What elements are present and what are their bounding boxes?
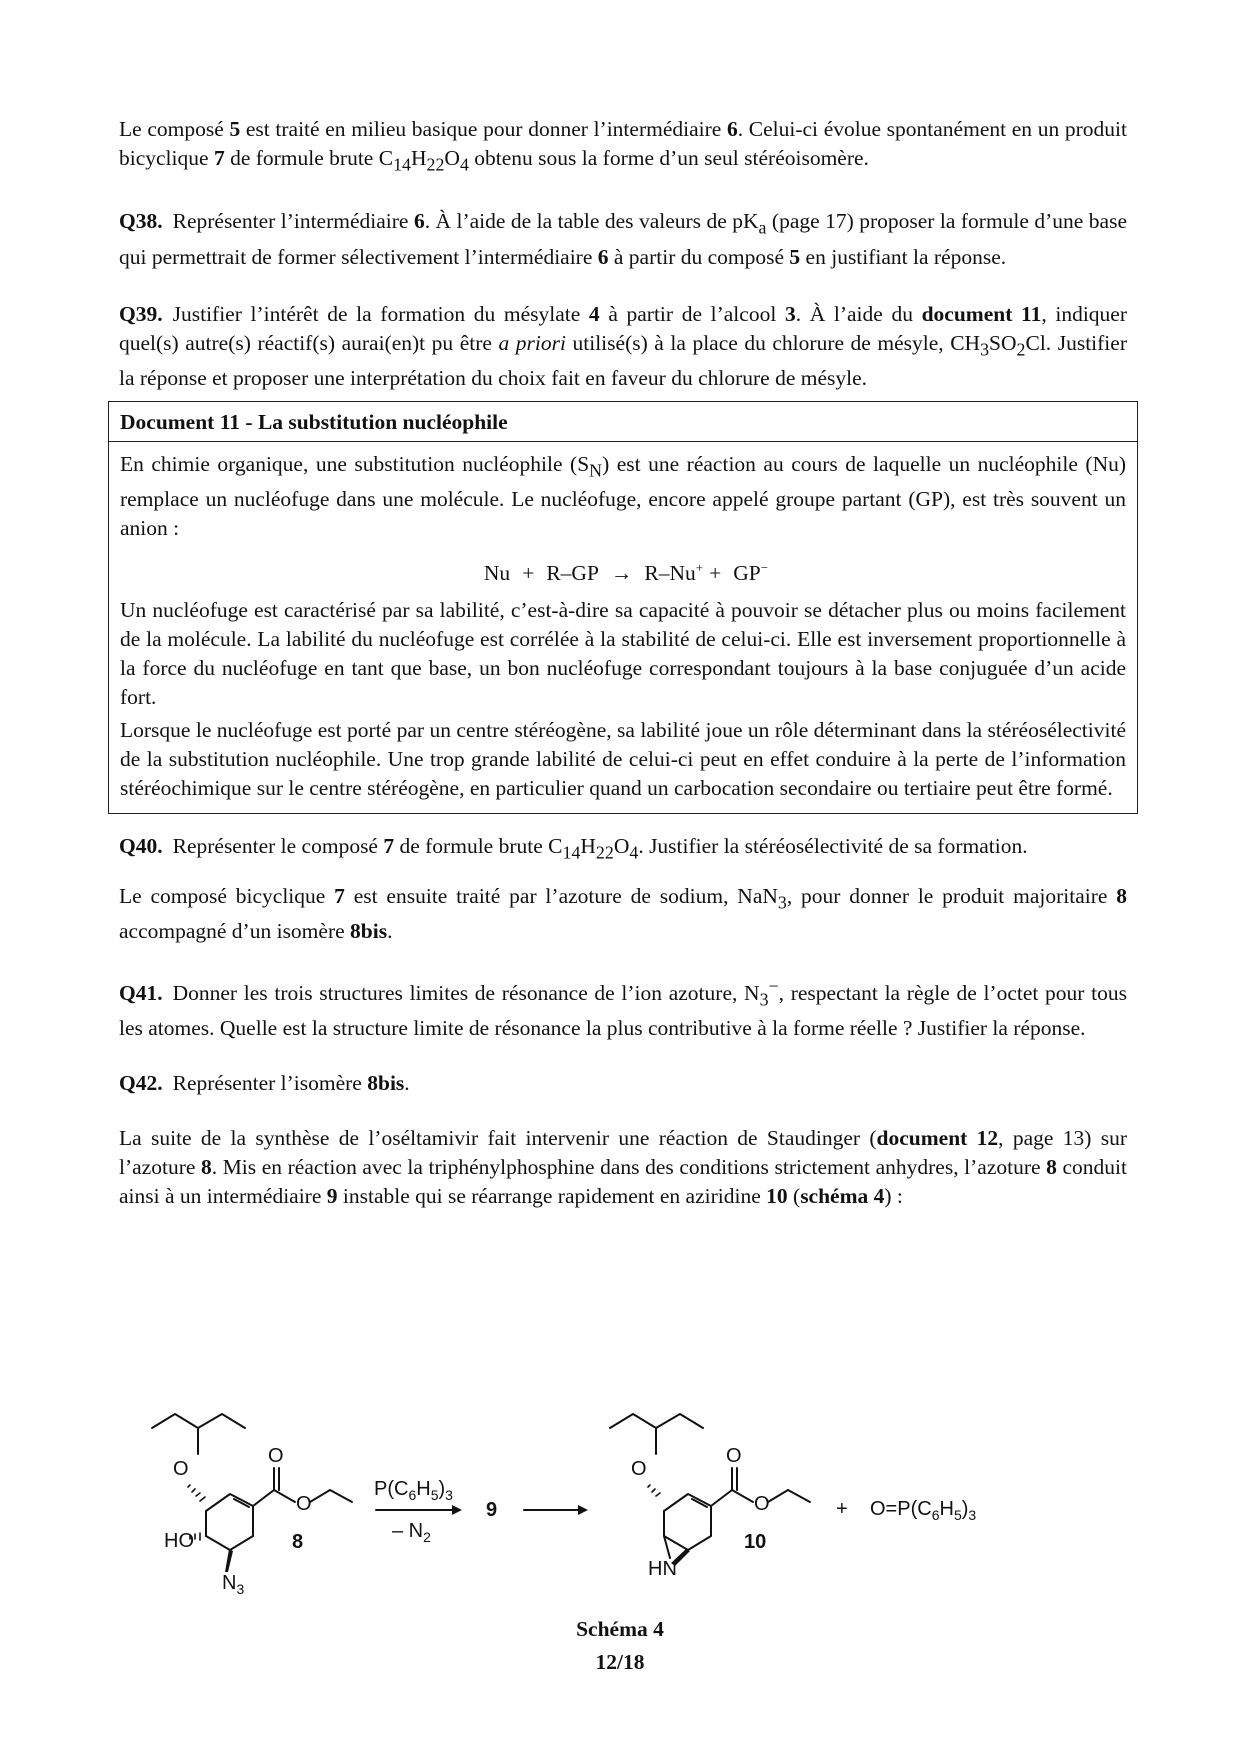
document-11-paragraph-3: Lorsque le nucléofuge est porté par un centre stéréogène, sa labilité joue un rôle déterminant dans la stéréosélectivité de la substitution nucléophile. Une trop grande labilité de celui-ci peut en effet conduire à la perte de l’information stéréochimique sur le centre stéréogène, en particulier quand un carbocation secondaire ou tertiaire peut être formé.: [120, 718, 1126, 801]
question-39: Q39. Justifier l’intérêt de la formation du mésylate 4 à partir de l’alcool 3. À l’aide du document 11, indiquer quel(s) autre(s) réactif(s) aurai(en)t pu être a priori utilisé(s) à la place du chlorure de mésyle, $CH_3SO_2Cl$. Justifier la réponse et proposer une interprétation du choix fait en faveur du chlorure de mésyle.: [119, 301, 1127, 390]
mol8-label: 8: [292, 1531, 304, 1553]
page-number: 12/18: [595, 1650, 645, 1674]
staudinger-paragraph: La suite de la synthèse de l’oséltamivir fait intervenir une réaction de Staudinger (document 12, page 13) sur l’azoture 8. Mis en réaction avec la triphénylphosphine dans des conditions strictement anhydres, l’azoture 8 conduit ainsi à un intermédiaire 9 instable qui se réarrange rapidement en aziridine 10 (schéma 4) :: [119, 1126, 1127, 1209]
mol10-carbonyl-oxygen: O: [726, 1445, 742, 1467]
document-11-title: Document 11 - La substitution nucléophile: [109, 402, 1137, 442]
plus-sign: +: [836, 1498, 848, 1520]
mol10-ester-oxygen: O: [754, 1493, 770, 1515]
mol8-carbonyl-oxygen: O: [268, 1445, 284, 1467]
reaction-arrow-1-head: [452, 1505, 462, 1515]
document-11-body: [109, 442, 1137, 813]
mol8-ether-oxygen: O: [173, 1458, 189, 1480]
mol10-ether-oxygen: O: [631, 1458, 647, 1480]
scheme-caption: Schéma 4: [576, 1617, 664, 1641]
page-content: [119, 115, 1127, 1211]
document-11-paragraph-1: En chimie organique, une substitution nucléophile $(S_N)$ est une réaction au cours de laquelle un nucléophile (Nu) remplace un nucléofuge dans une molécule. Le nucléofuge, encore appelé groupe partant (GP), est très souvent un anion :: [120, 451, 1127, 541]
mol10-label: 10: [744, 1531, 767, 1553]
mol8-hydroxyl: HO: [164, 1530, 194, 1552]
document-11-box: [108, 401, 1138, 814]
molecule-10-skeleton: [610, 1414, 810, 1558]
question-38: Q38. Représenter l’intermédiaire 6. À l’aide de la table des valeurs de $pK_a$ (page 17) proposer la formule d’une base qui permettrait de former sélectivement l’intermédiaire 6 à partir du composé 5 en justifiant la réponse.: [119, 209, 1127, 269]
molecule-8-wedge-bond: [225, 1549, 233, 1572]
molecule-10-hashed-bonds: [648, 1485, 660, 1496]
intermediate-9-label: 9: [486, 1499, 498, 1521]
azide-paragraph: Le composé bicyclique 7 est ensuite traité par l’azoture de sodium, NaN$_3$, pour donner le produit majoritaire 8 accompagné d’un isomère 8bis.: [119, 883, 1127, 943]
reagent-triphenylphosphine: $P(C_6H_5)_3$: [374, 1478, 453, 1503]
triphenylphosphine-oxide: $O=P(C_6H_5)_3$: [870, 1498, 977, 1523]
question-41: Q41. Donner les trois structures limites de résonance de l’ion azoture, $N_3^-$, respectant la règle de l’octet pour tous les atomes. Quelle est la structure limite de résonance la plus contributive à la forme réelle ? Justifier la réponse.: [119, 975, 1128, 1041]
reagent-nitrogen-loss: – $N_2$: [392, 1520, 431, 1545]
mol8-azide: $N_3$: [222, 1572, 245, 1597]
scheme-4: [140, 1406, 1100, 1606]
reaction-arrow-2-head: [578, 1505, 588, 1515]
question-40: Q40. Représenter le composé 7 de formule brute $C_{14}H_{22}O_4$. Justifier la stéréosélectivité de sa formation.: [119, 834, 1028, 863]
mol8-ester-oxygen: O: [296, 1493, 312, 1515]
intro-paragraph: Le composé 5 est traité en milieu basique pour donner l’intermédiaire 6. Celui-ci évolue spontanément en un produit bicyclique 7 de formule brute $C_{14}H_{22}O_4$ obtenu sous la forme d’un seul stéréoisomère.: [119, 117, 1127, 175]
question-42: Q42. Représenter l’isomère 8bis.: [119, 1071, 410, 1096]
mol10-aziridine-nh: HN: [648, 1558, 677, 1580]
substitution-equation: Nu + R–GP → R–Nu+ + GP−: [483, 560, 769, 586]
document-11-paragraph-2: Un nucléofuge est caractérisé par sa labilité, c’est-à-dire sa capacité à pouvoir se détacher plus ou moins facilement de la molécule. La labilité du nucléofuge est corrélée à la stabilité de celui-ci. Elle est inversement proportionnelle à la force du nucléofuge en tant que base, un bon nucléofuge correspondant toujours à la base conjuguée d’un acide fort.: [120, 598, 1126, 710]
